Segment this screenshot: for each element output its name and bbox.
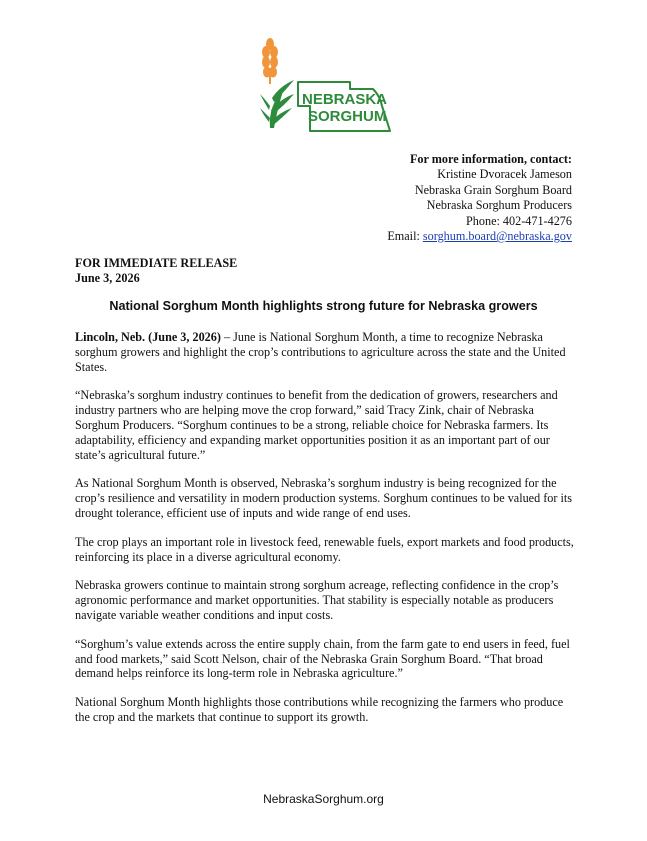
contact-email-link[interactable]: sorghum.board@nebraska.gov <box>422 229 572 244</box>
contact-email-row <box>387 229 572 244</box>
logo-text-line1: NEBRASKA <box>302 91 388 108</box>
contact-name: Kristine Dvoracek Jameson <box>437 167 572 182</box>
contact-email-label: Email: <box>387 229 423 244</box>
dateline: Lincoln, Neb. (June 3, 2026) <box>75 330 221 344</box>
paragraph-5: Nebraska growers continue to maintain strong sorghum acreage, reflecting confidence in the crop’s agronomic performance and market opportunities. That stability is especially notable as producers navigate variable weather conditions and input costs. <box>75 578 559 622</box>
sorghum-logo-graphic <box>258 36 394 136</box>
contact-block <box>387 152 572 244</box>
paragraph-6: “Sorghum’s value extends across the entire supply chain, from the farm gate to end users in feed, fuel and food markets,” said Scott Nelson, chair of the Nebraska Grain Sorghum Board. “That broad demand helps reinforce its long-term role in Nebraska agriculture.” <box>75 636 570 681</box>
contact-org-1: Nebraska Grain Sorghum Board <box>414 182 572 197</box>
sorghum-leaves-icon <box>260 80 294 128</box>
paragraph-2: “Nebraska’s sorghum industry continues to benefit from the dedication of growers, researchers and industry partners who are helping move the crop forward,” said Tracy Zink, chair of Nebraska Sorghum Producers. “Sorghum continues to be a strong, reliable choice for Nebraska farmers. Its adaptability, efficiency and expanding market opportunities position it as an important part of our state’s agricultural future.” <box>75 388 558 462</box>
paragraph-1 <box>75 330 575 374</box>
paragraph-3: As National Sorghum Month is observed, Nebraska’s sorghum industry is being recognized for the crop’s resilience and versatility in modern production systems. Sorghum continues to be valued for its drought tolerance, efficient use of inputs and wide range of end uses. <box>75 476 572 520</box>
paragraph-1-text: – June is National Sorghum Month, a time to recognize Nebraska sorghum growers and highlight the crop’s contributions to agriculture across the state and the United States. <box>75 330 566 374</box>
release-label: FOR IMMEDIATE RELEASE <box>75 256 238 270</box>
nebraska-sorghum-logo <box>258 36 394 136</box>
contact-phone: Phone: 402-471-4276 <box>466 213 572 228</box>
contact-org-2: Nebraska Sorghum Producers <box>426 198 572 213</box>
press-release-body <box>75 330 575 739</box>
headline: National Sorghum Month highlights strong future for Nebraska growers <box>109 299 538 313</box>
paragraph-7: National Sorghum Month highlights those contributions while recognizing the farmers who produce the crop and the markets that continue to support its growth. <box>75 695 564 724</box>
logo-text-line2: SORGHUM <box>308 108 387 125</box>
footer-website: NebraskaSorghum.org <box>263 792 384 806</box>
release-date: June 3, 2026 <box>75 271 140 285</box>
sorghum-head-icon <box>262 38 278 84</box>
contact-heading: For more information, contact: <box>409 152 572 166</box>
paragraph-4: The crop plays an important role in livestock feed, renewable fuels, export markets and food products, reinforcing its place in a diverse agricultural economy. <box>75 534 574 564</box>
release-info <box>75 256 237 286</box>
